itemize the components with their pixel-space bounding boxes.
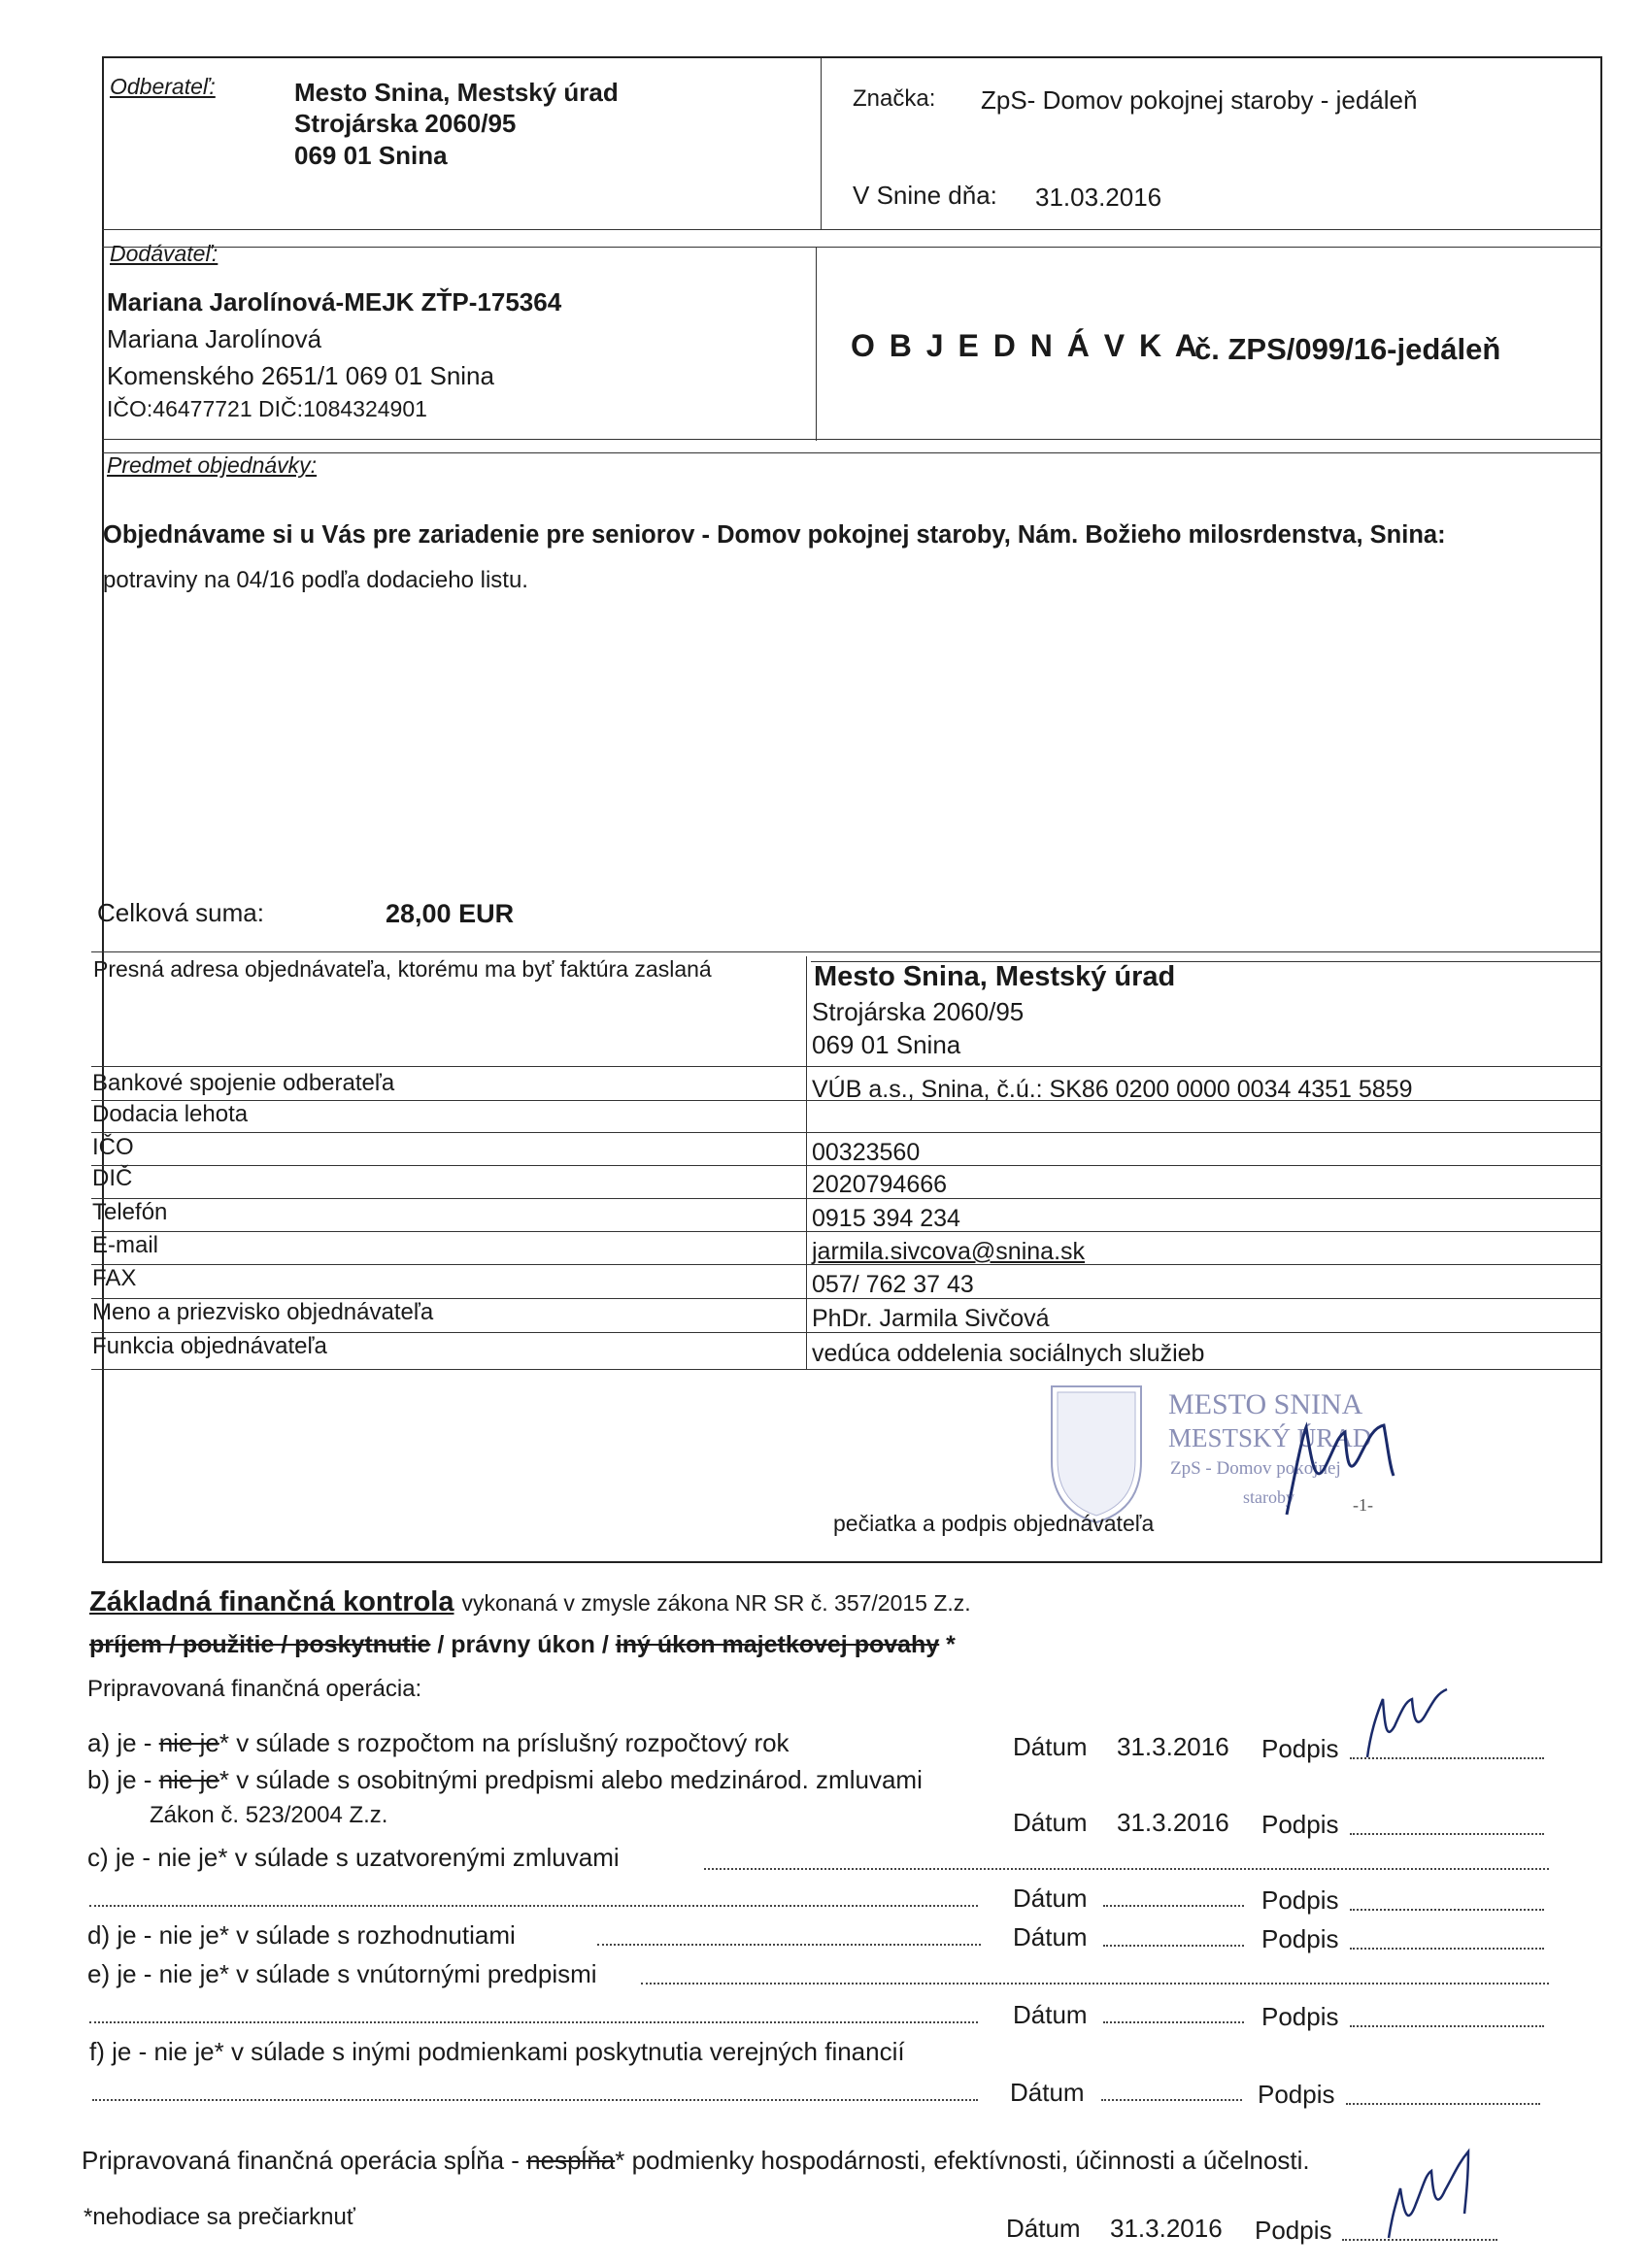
subject-line: potraviny na 04/16 podľa dodacieho listu. — [103, 567, 528, 593]
podpis-e-label: Podpis — [1261, 2002, 1339, 2031]
order-title: O B J E D N Á V K A — [851, 328, 1200, 363]
control-title: Základná finančná kontrola — [89, 1586, 454, 1618]
row-function-value: vedúca oddelenia sociálnych služieb — [812, 1340, 1205, 1367]
row-delivery-label: Dodacia lehota — [92, 1101, 249, 1127]
podpis-b-label: Podpis — [1261, 1810, 1339, 1839]
control-signature-a — [1350, 1680, 1466, 1767]
control-b-law: Zákon č. 523/2004 Z.z. — [150, 1802, 388, 1828]
supplier-name-bold: Mariana Jarolínová-MEJK ZŤP-175364 — [107, 287, 562, 317]
row-phone-label: Telefón — [92, 1199, 168, 1225]
podpis-c-label: Podpis — [1261, 1885, 1339, 1915]
control-title-rest: vykonaná v zmysle zákona NR SR č. 357/2015 Z.z. — [461, 1590, 971, 1616]
control-c: c) je - nie je* v súlade s uzatvorenými zmluvami — [87, 1843, 620, 1872]
control-b-strike: nie je — [158, 1765, 219, 1794]
podpis-d-label: Podpis — [1261, 1924, 1339, 1953]
row-orderer-name-value: PhDr. Jarmila Sivčová — [812, 1305, 1050, 1332]
supplier-name: Mariana Jarolínová — [107, 324, 322, 353]
row-function-label: Funkcia objednávateľa — [92, 1333, 327, 1359]
datum-a-label: Dátum — [1013, 1732, 1088, 1761]
datum-final-label: Dátum — [1006, 2214, 1081, 2243]
subject-line-bold: Objednávame si u Vás pre zariadenie pre seniorov - Domov pokojnej staroby, Nám. Božieho milosrdenstva, Snina: — [103, 521, 1446, 549]
control-a-strike: nie je — [158, 1728, 219, 1757]
mark-value: ZpS- Domov pokojnej staroby - jedáleň — [981, 85, 1418, 115]
buyer-name: Mesto Snina, Mestský úrad — [294, 78, 619, 107]
datum-b-value: 31.3.2016 — [1117, 1808, 1229, 1837]
datum-e-label: Dátum — [1013, 2000, 1088, 2029]
buyer-label: Odberateľ: — [110, 74, 216, 99]
total-value: 28,00 EUR — [386, 899, 515, 928]
invoice-name: Mesto Snina, Mestský úrad — [814, 961, 1176, 992]
control-a-pre: a) je - — [87, 1728, 152, 1757]
stamp-line-1: MESTO SNINA — [1168, 1388, 1363, 1420]
control-struck-2: iný úkon majetkovej povahy — [615, 1631, 940, 1658]
summary-strike: nespĺňa — [526, 2146, 616, 2175]
control-legal-act: / právny úkon / — [437, 1631, 609, 1658]
row-bank-label: Bankové spojenie odberateľa — [92, 1070, 395, 1096]
order-number: č. ZPS/099/16-jedáleň — [1194, 332, 1501, 366]
control-signature-summary — [1379, 2146, 1515, 2243]
stamp-line-2: MESTSKÝ ÚRAD — [1168, 1423, 1372, 1452]
row-dic-value: 2020794666 — [812, 1171, 948, 1198]
stamp-line-4: staroby — [1243, 1487, 1294, 1507]
stamp-line-5: -1- — [1353, 1495, 1373, 1515]
row-phone-value: 0915 394 234 — [812, 1205, 960, 1232]
podpis-f-label: Podpis — [1258, 2080, 1335, 2109]
row-fax-value: 057/ 762 37 43 — [812, 1271, 974, 1298]
buyer-street: Strojárska 2060/95 — [294, 109, 517, 138]
supplier-label: Dodávateľ: — [110, 241, 218, 266]
control-struck-1: príjem / použitie / poskytnutie — [89, 1631, 431, 1658]
orderer-signature — [1267, 1379, 1462, 1524]
row-email-value[interactable]: jarmila.sivcova@snina.sk — [812, 1238, 1086, 1265]
official-stamp — [1044, 1379, 1413, 1524]
podpis-final-label: Podpis — [1255, 2216, 1332, 2245]
row-bank-value: VÚB a.s., Snina, č.ú.: SK86 0200 0000 0034 4351 5859 — [812, 1076, 1413, 1103]
stamp-line-3: ZpS - Domov pokojnej — [1170, 1458, 1341, 1479]
control-d: d) je - nie je* v súlade s rozhodnutiami — [87, 1920, 516, 1950]
datum-c-label: Dátum — [1013, 1884, 1088, 1913]
control-intro: Pripravovaná finančná operácia: — [87, 1676, 422, 1702]
control-b-pre: b) je - — [87, 1765, 152, 1794]
stamp-caption: pečiatka a podpis objednávateľa — [833, 1511, 1155, 1536]
control-e: e) je - nie je* v súlade s vnútornými predpismi — [87, 1959, 597, 1988]
row-ico-value: 00323560 — [812, 1139, 921, 1166]
invoice-address-label: Presná adresa objednávateľa, ktorému ma byť faktúra zaslaná — [93, 956, 712, 982]
datum-f-label: Dátum — [1010, 2078, 1085, 2107]
podpis-a-label: Podpis — [1261, 1734, 1339, 1763]
row-orderer-name-label: Meno a priezvisko objednávateľa — [92, 1299, 434, 1325]
datum-final-value: 31.3.2016 — [1110, 2214, 1223, 2243]
row-fax-label: FAX — [92, 1265, 137, 1291]
total-label: Celková suma: — [97, 898, 264, 927]
datum-a-value: 31.3.2016 — [1117, 1732, 1229, 1761]
supplier-ids: IČO:46477721 DIČ:1084324901 — [107, 396, 427, 421]
coat-of-arms-icon — [1044, 1379, 1151, 1524]
date-value: 31.03.2016 — [1035, 183, 1162, 212]
buyer-city: 069 01 Snina — [294, 141, 448, 170]
supplier-address: Komenského 2651/1 069 01 Snina — [107, 361, 494, 390]
datum-b-label: Dátum — [1013, 1808, 1088, 1837]
datum-d-label: Dátum — [1013, 1922, 1088, 1951]
summary-post: * podmienky hospodárnosti, efektívnosti, účinnosti a účelnosti. — [615, 2146, 1310, 2175]
control-f: f) je - nie je* v súlade s inými podmienkami poskytnutia verejných financií — [89, 2037, 905, 2066]
row-dic-label: DIČ — [92, 1165, 133, 1191]
footnote: *nehodiace sa prečiarknuť — [84, 2204, 355, 2230]
control-a-post: * v súlade s rozpočtom na príslušný rozpočtový rok — [218, 1728, 790, 1757]
control-star: * — [946, 1631, 956, 1658]
row-ico-label: IČO — [92, 1134, 134, 1160]
row-email-label: E-mail — [92, 1232, 159, 1258]
date-label: V Snine dňa: — [853, 181, 997, 210]
invoice-street: Strojárska 2060/95 — [812, 997, 1025, 1026]
invoice-city: 069 01 Snina — [812, 1030, 961, 1059]
subject-label: Predmet objednávky: — [107, 452, 318, 478]
summary-pre: Pripravovaná finančná operácia spĺňa - — [82, 2146, 520, 2175]
control-b-post: * v súlade s osobitnými predpismi alebo medzinárod. zmluvami — [218, 1765, 923, 1794]
mark-label: Značka: — [853, 85, 936, 112]
